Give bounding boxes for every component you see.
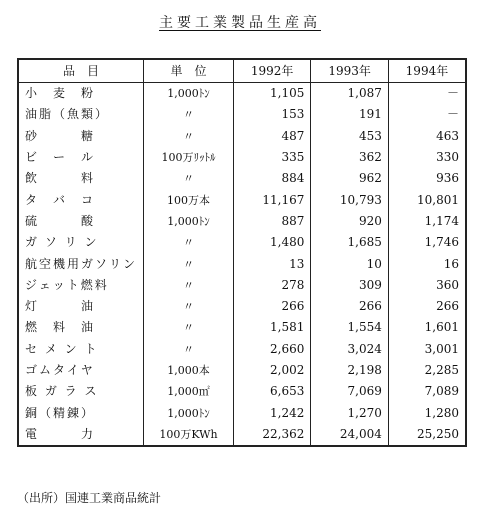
table-body [18,83,466,447]
item-unit: 〃 [144,275,234,296]
item-name: セ メ ン ト [18,339,144,360]
value-1994: 1,746 [388,232,466,253]
value-1992: 487 [233,126,311,147]
value-1992: 2,002 [233,360,311,381]
value-1994: 16 [388,253,466,274]
value-1993: 10,793 [311,189,389,210]
item-name: 銅（精錬） [18,402,144,423]
value-1993: 2,198 [311,360,389,381]
table-row [18,189,466,210]
value-1993: 1,087 [311,83,389,105]
table-row [18,232,466,253]
value-1993: 309 [311,275,389,296]
table-row [18,402,466,423]
item-unit: 〃 [144,104,234,125]
table-title-text: 主要工業製品生産高 [159,15,321,31]
table-row [18,126,466,147]
value-1992: 1,480 [233,232,311,253]
value-1994: 2,285 [388,360,466,381]
header-item: 品 目 [18,59,144,83]
value-1992: 11,167 [233,189,311,210]
table-row [18,211,466,232]
table-row [18,83,466,105]
value-1994: － [388,83,466,105]
value-1994: 7,089 [388,381,466,402]
value-1994: 1,174 [388,211,466,232]
value-1994: 936 [388,168,466,189]
item-name: ガ ソ リ ン [18,232,144,253]
value-1994: 463 [388,126,466,147]
item-name: 砂 糖 [18,126,144,147]
item-unit: 1,000ﾄﾝ [144,83,234,105]
item-unit: 1,000本 [144,360,234,381]
value-1993: 962 [311,168,389,189]
value-1992: 1,105 [233,83,311,105]
value-1994: 3,001 [388,339,466,360]
item-name: ジェット燃料 [18,275,144,296]
value-1993: 10 [311,253,389,274]
value-1994: 1,601 [388,317,466,338]
value-1992: 1,581 [233,317,311,338]
item-name: タ バ コ [18,189,144,210]
source-note: （出所）国連工業商品統計 [17,491,162,505]
item-name: 飲 料 [18,168,144,189]
item-unit: 1,000ﾄﾝ [144,211,234,232]
item-name: 硫 酸 [18,211,144,232]
value-1992: 884 [233,168,311,189]
item-name: ゴムタイヤ [18,360,144,381]
value-1994: 266 [388,296,466,317]
value-1992: 887 [233,211,311,232]
table-row [18,317,466,338]
item-unit: 〃 [144,317,234,338]
item-name: 板 ガ ラ ス [18,381,144,402]
value-1994: 25,250 [388,424,466,446]
production-table [17,58,467,447]
table-row [18,104,466,125]
value-1992: 266 [233,296,311,317]
table-row [18,147,466,168]
item-unit: 〃 [144,253,234,274]
table-row [18,424,466,446]
value-1994: 360 [388,275,466,296]
value-1993: 920 [311,211,389,232]
header-1992: 1992年 [233,59,311,83]
item-unit: 〃 [144,232,234,253]
value-1993: 24,004 [311,424,389,446]
item-unit: 〃 [144,296,234,317]
value-1992: 13 [233,253,311,274]
table-row [18,296,466,317]
table-title [0,12,480,32]
table-row [18,339,466,360]
item-name: 燃 料 油 [18,317,144,338]
value-1993: 3,024 [311,339,389,360]
item-unit: 1,000㎡ [144,381,234,402]
value-1994: － [388,104,466,125]
item-unit: 〃 [144,168,234,189]
value-1993: 191 [311,104,389,125]
value-1993: 1,554 [311,317,389,338]
item-unit: 100万ﾘｯﾄﾙ [144,147,234,168]
item-name: 油脂（魚類） [18,104,144,125]
value-1993: 7,069 [311,381,389,402]
item-unit: 1,000ﾄﾝ [144,402,234,423]
table-row [18,253,466,274]
value-1992: 335 [233,147,311,168]
header-1993: 1993年 [311,59,389,83]
table-row [18,381,466,402]
value-1994: 330 [388,147,466,168]
value-1993: 362 [311,147,389,168]
value-1993: 453 [311,126,389,147]
value-1992: 1,242 [233,402,311,423]
item-name: ビ ー ル [18,147,144,168]
item-name: 灯 油 [18,296,144,317]
header-row [18,59,466,83]
item-unit: 〃 [144,339,234,360]
table-row [18,168,466,189]
header-1994: 1994年 [388,59,466,83]
item-unit: 100万本 [144,189,234,210]
item-unit: 100万KWh [144,424,234,446]
value-1994: 1,280 [388,402,466,423]
item-unit: 〃 [144,126,234,147]
value-1992: 153 [233,104,311,125]
value-1992: 22,362 [233,424,311,446]
item-name: 航空機用ガソリン [18,253,144,274]
item-name: 小 麦 粉 [18,83,144,105]
value-1992: 2,660 [233,339,311,360]
value-1993: 1,270 [311,402,389,423]
table-row [18,360,466,381]
header-unit: 単 位 [144,59,234,83]
value-1992: 6,653 [233,381,311,402]
item-name: 電 力 [18,424,144,446]
value-1994: 10,801 [388,189,466,210]
value-1993: 266 [311,296,389,317]
value-1993: 1,685 [311,232,389,253]
value-1992: 278 [233,275,311,296]
table-row [18,275,466,296]
